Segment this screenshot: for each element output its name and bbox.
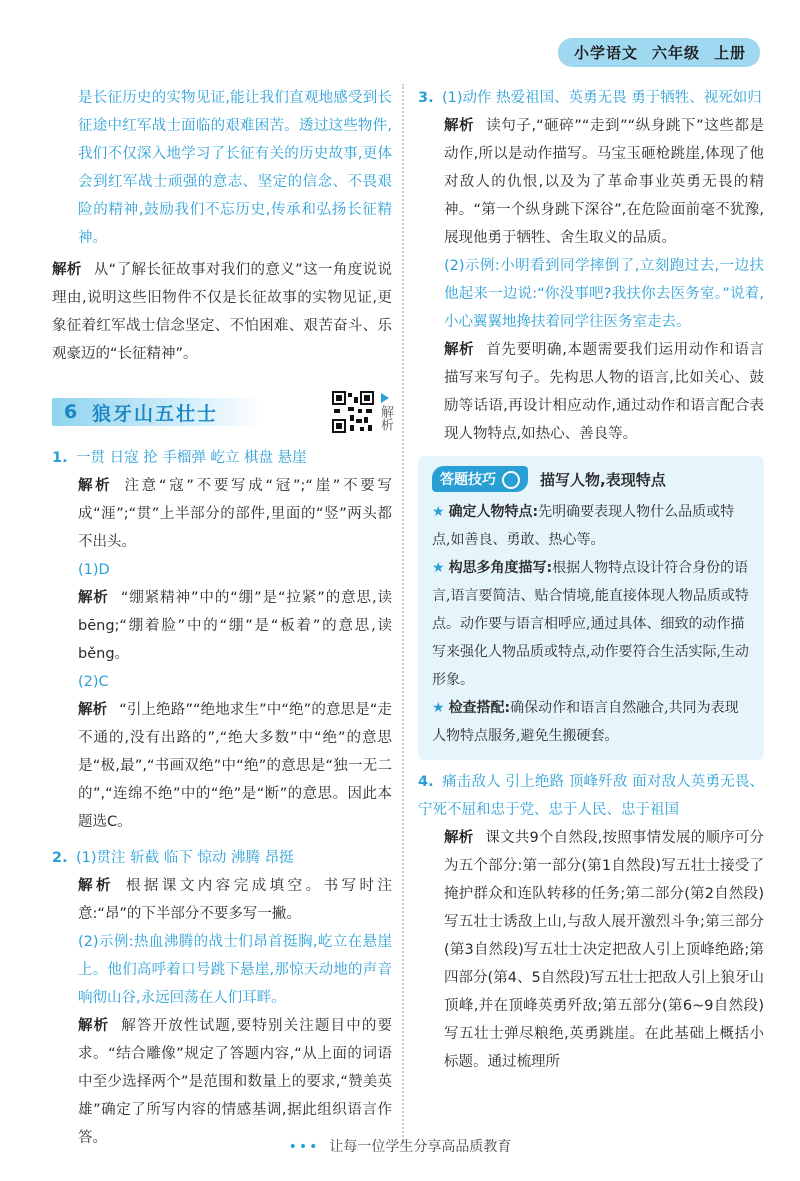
- analysis-label: 解析: [444, 342, 475, 358]
- analysis-label: 解析: [78, 1018, 110, 1034]
- question-4-answer: [418, 768, 764, 824]
- star-icon: ★: [432, 700, 445, 716]
- question-1-analysis: [52, 472, 392, 556]
- answer-text: (1)贯注 斩截 临下 惊动 沸腾 昂挺: [76, 850, 294, 866]
- answer-text: (1)动作 热爱祖国、英勇无畏 勇于牺牲、视死如归: [442, 90, 762, 106]
- analysis-label: 解析: [78, 878, 114, 894]
- question-3-sub2-analysis: [418, 336, 764, 448]
- answer-tips-box: [418, 456, 764, 760]
- lesson-title-bar: [52, 398, 262, 426]
- left-column: [52, 84, 392, 1152]
- question-3-analysis: [418, 112, 764, 252]
- tip-text: 根据人物特点设计符合身份的语言,语言要简洁、贴合情境,能直接体现人物品质或特点。动作要与语言相呼应,通过具体、细致的动作描写来强化人物品质或特点,动作要符合生活实际,生动形象。: [432, 560, 749, 688]
- star-icon: ★: [432, 560, 445, 576]
- tip-head: 构思多角度描写:: [448, 560, 553, 576]
- right-column: [418, 84, 764, 1076]
- answer-text: 痛击敌人 引上绝路 顶峰歼敌 面对敌人英勇无畏、宁死不屈和忠于党、忠于人民、忠于祖国: [418, 774, 764, 818]
- analysis-text: 根据课文内容完成填空。书写时注意:“昂”的下半部分不要多写一撇。: [78, 878, 392, 922]
- book-label: [558, 38, 760, 67]
- intro-analysis: [52, 256, 392, 368]
- analysis-text: 课文共9个自然段,按照事情发展的顺序可分为五个部分:第一部分(第1自然段)写五壮士接受了掩护群众和连队转移的任务;第二部分(第2自然段)写五壮士诱敌上山,与敌人展开激烈斗争;第三部分(第3自然段)写五壮士决定把敌人引上顶峰绝路;第四部分(第4、5自然段)写五壮士把敌人引上狼牙山顶峰,并在顶峰英勇歼敌;第五部分(第6~9自然段)写五壮士弹尽粮绝,英勇跳崖。在此基础上概括小标题。通过梳理所: [444, 830, 764, 1070]
- question-number: 2.: [52, 850, 68, 866]
- analysis-label: 解析: [52, 262, 82, 278]
- analysis-text: “绷紧精神”中的“绷”是“拉紧”的意思,读bēng;“绷着脸”中的“绷”是“板着”的意思,读běng。: [78, 590, 393, 662]
- lesson-number: 6: [64, 401, 78, 423]
- qr-code-icon[interactable]: [332, 391, 374, 433]
- intro-analysis-text: 从“了解长征故事对我们的意义”这一角度说说理由,说明这些旧物件不仅是长征故事的实物见证,更象征着红军战士信念坚定、不怕困难、艰苦奋斗、乐观豪迈的“长征精神”。: [52, 262, 393, 362]
- tip-head: 确定人物特点:: [448, 504, 539, 520]
- analysis-label: 解析: [78, 702, 108, 718]
- question-1-sub2-analysis: [52, 696, 392, 836]
- question-2-sub2: (2)示例:热血沸腾的战士们昂首挺胸,屹立在悬崖上。他们高呼着口号跳下悬崖,那惊天动地的声音响彻山谷,永远回荡在人们耳畔。: [78, 934, 392, 1006]
- question-2-sub2-analysis: [52, 1012, 392, 1152]
- analysis-text: 解答开放性试题,要特别关注题目中的要求。“结合雕像”规定了答题内容,“从上面的词语中至少选择两个”是范围和数量上的要求,“赞美英雄”确定了所写内容的情感基调,据此组织语言作答。: [78, 1018, 393, 1146]
- question-2-answer: [52, 844, 392, 872]
- question-1-sub1-analysis: [52, 584, 392, 668]
- analysis-text: 注意“寇”不要写成“冠”;“崖”不要写成“涯”;“贯”上半部分的部件,里面的“竖”两头都不出头。: [78, 478, 392, 550]
- intro-answer: 是长征历史的实物见证,能让我们直观地感受到长征途中红军战士面临的艰难困苦。透过这些物件,我们不仅深入地学习了长征有关的历史故事,更体会到红军战士顽强的意志、坚定的信念、不畏艰险的精神,鼓励我们不忘历史,传承和弘扬长征精神。: [78, 90, 392, 246]
- question-1-sub1: (1)D: [78, 562, 110, 578]
- tip-text: 确保动作和语言自然融合,共同为表现人物特点服务,避免生搬硬套。: [432, 700, 739, 744]
- question-2-analysis: [52, 872, 392, 928]
- question-number: 1.: [52, 450, 68, 466]
- tips-tag-text: 答题技巧: [440, 472, 496, 488]
- star-icon: ★: [432, 504, 445, 520]
- page-footer: [0, 1136, 800, 1156]
- grade-label: 六年级: [651, 44, 700, 62]
- footer-slogan: 让每一位学生分享高品质教育: [329, 1139, 512, 1155]
- qr-caption: [378, 393, 392, 431]
- play-icon: [381, 393, 389, 403]
- answer-text: 一贯 日寇 抡 手榴弹 屹立 棋盘 悬崖: [76, 450, 307, 466]
- analysis-label: 解析: [78, 590, 109, 606]
- question-3-sub2: (2)示例:小明看到同学摔倒了,立刻跑过去,一边扶他起来一边说:“你没事吧?我扶你去医务室。”说着,小心翼翼地搀扶着同学往医务室走去。: [444, 258, 764, 330]
- analysis-text: 首先要明确,本题需要我们运用动作和语言描写来写句子。先构思人物的语言,比如关心、鼓励等话语,再设计相应动作,通过动作和语言配合表现人物特点,如热心、善良等。: [444, 342, 765, 442]
- page-header: [558, 38, 760, 67]
- tips-title: 描写人物,表现特点: [540, 470, 666, 489]
- tips-header: [432, 466, 752, 492]
- question-1-answer: [52, 444, 392, 472]
- question-3-answer: [418, 84, 764, 112]
- analysis-label: 解析: [444, 830, 474, 846]
- question-4-analysis: [418, 824, 764, 1076]
- analysis-label: 解析: [444, 118, 475, 134]
- lesson-heading: [52, 386, 392, 438]
- tip-item: [432, 498, 752, 554]
- footer-dots: •••: [288, 1139, 320, 1155]
- tip-head: 检查搭配:: [448, 700, 511, 716]
- lesson-title: 狼牙山五壮士: [92, 402, 219, 425]
- lightbulb-icon: [502, 471, 520, 489]
- question-number: 3.: [418, 90, 434, 106]
- volume-label: 上册: [713, 44, 746, 62]
- analysis-text: “引上绝路”“绝地求生”中“绝”的意思是“走不通的,没有出路的”,“绝大多数”中“绝”的意思是“极,最”,“书画双绝”中“绝”的意思是“独一无二的”,“连绵不绝”中的“绝”是“断”的意思。因此本题选C。: [78, 702, 392, 830]
- tips-tag: [432, 466, 528, 492]
- tip-item: [432, 554, 752, 694]
- analysis-text: 读句子,“砸碎”“走到”“纵身跳下”这些都是动作,所以是动作描写。马宝玉砸枪跳崖,体现了他对敌人的仇恨,以及为了革命事业英勇无畏的精神。“第一个纵身跳下深谷”,在危险面前毫不犹豫,展现他勇于牺牲、舍生取义的品质。: [444, 118, 764, 246]
- qr-caption-text: 解析: [378, 405, 393, 431]
- tip-item: [432, 694, 752, 750]
- tip-text: 先明确要表现人物什么品质或特点,如善良、勇敢、热心等。: [432, 504, 735, 548]
- question-1-sub2: (2)C: [78, 674, 109, 690]
- question-number: 4.: [418, 774, 434, 790]
- column-divider: [402, 84, 404, 1144]
- analysis-label: 解析: [78, 478, 113, 494]
- subject-label: 小学语文: [573, 44, 638, 62]
